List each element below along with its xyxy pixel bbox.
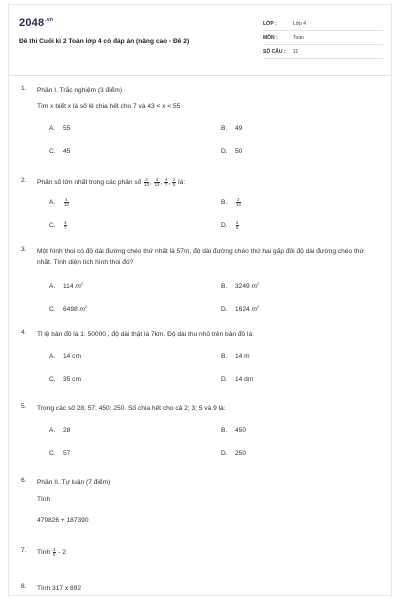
option-c[interactable]: C. $\frac{4}{7}$ — [49, 220, 67, 231]
header-divider — [9, 75, 391, 76]
question-number: 6. — [21, 477, 27, 484]
page-title: Đề thi Cuối kì 2 Toán lớp 4 có đáp án (nâng cao - Đề 2) — [19, 38, 190, 45]
question-number: 2. — [21, 177, 27, 184]
fraction: $\frac{4}{7}$ — [164, 176, 168, 187]
question-text: Phần I. Trắc nghiệm (3 điểm) — [37, 87, 123, 94]
question-number: 7. — [21, 547, 27, 554]
question-number: 5. — [21, 403, 27, 410]
option-d[interactable]: D. 250 — [221, 450, 247, 457]
option-b[interactable]: B. 3249 $m^2$ — [221, 281, 260, 291]
option-b[interactable]: B. 14 m — [221, 353, 250, 360]
question-text: Tính $\frac{3}{5}$ - 2 — [37, 546, 66, 557]
option-b[interactable]: B. 450 — [221, 427, 247, 434]
meta-row-count — [263, 47, 383, 59]
fraction: $\frac{2}{5}$ — [172, 176, 176, 187]
question-text: Một hình thoi có độ dài đường chéo thứ nhất là 57m, độ dài đường chéo thứ hai gấp đôi độ dài đường chéo thứ nhất. Tính diện tích hình thoi đó? — [37, 248, 364, 266]
question-prompt: Tìm x biết x là số lẻ chia hết cho 7 và 43 < x < 55 — [37, 103, 181, 110]
meta-label: SỐ CÂU : — [263, 49, 286, 55]
option-d[interactable]: D. 14 dm — [221, 376, 254, 383]
meta-value: 11 — [293, 49, 299, 55]
question-text: Phân số lớn nhất trong các phân số $\frac{3}{13}$ , $\frac{4}{13}$ , $\frac{4}{7}$ , $\frac{2}{5}$ là: — [37, 176, 186, 187]
option-c[interactable]: C. 57 — [49, 450, 71, 457]
option-b[interactable]: B. 49 — [221, 125, 243, 132]
fraction: $\frac{3}{13}$ — [144, 176, 149, 187]
option-a[interactable]: A. $\frac{4}{13}$ — [49, 197, 69, 208]
option-c[interactable]: C. 35 cm — [49, 376, 81, 383]
meta-row-subject — [263, 33, 383, 45]
fraction: $\frac{3}{5}$ — [53, 546, 56, 557]
option-a[interactable]: A. 14 cm — [49, 353, 81, 360]
meta-label: MÔN : — [263, 35, 278, 41]
fraction: $\frac{2}{5}$ — [236, 220, 239, 231]
fraction: $\frac{3}{13}$ — [236, 197, 241, 208]
option-a[interactable]: A. 114 $m^2$ — [49, 281, 84, 291]
exam-page — [8, 4, 392, 596]
question-text: Tỉ lệ bản đồ là 1: 50000 , độ dài thật là 7km. Độ dài thu nhỏ trên bản đồ là: — [37, 331, 255, 338]
question-expression: 479826 + 187390 — [37, 517, 89, 524]
exam-meta — [263, 19, 383, 61]
question-number: 3. — [21, 246, 27, 253]
question-text: Tính 317 x 892 — [37, 585, 81, 592]
logo-main: 2048 — [19, 17, 45, 29]
site-logo[interactable] — [19, 17, 53, 29]
option-c[interactable]: C. 45 — [49, 148, 71, 155]
meta-value: Toán — [293, 35, 304, 41]
fraction: $\frac{4}{7}$ — [64, 220, 67, 231]
option-a[interactable]: A. 55 — [49, 125, 71, 132]
meta-value: Lớp 4 — [293, 21, 307, 27]
meta-label: LỚP : — [263, 21, 277, 27]
question-text: Trong các số 28; 57; 450; 250. Số chia hết cho cả 2; 3; 5 và 9 là: — [37, 405, 226, 412]
question-text: Phần II. Tự luận (7 điểm) — [37, 479, 111, 486]
meta-row-class — [263, 19, 383, 31]
question-number: 4. — [21, 329, 27, 336]
option-a[interactable]: A. 28 — [49, 427, 71, 434]
option-d[interactable]: D. $\frac{2}{5}$ — [221, 220, 239, 231]
logo-sub: .vn — [45, 17, 54, 24]
fraction: $\frac{4}{13}$ — [64, 197, 69, 208]
option-d[interactable]: D. 50 — [221, 148, 243, 155]
option-c[interactable]: C. 6498 $m^2$ — [49, 304, 88, 314]
option-b[interactable]: B. $\frac{3}{13}$ — [221, 197, 241, 208]
question-number: 8. — [21, 583, 27, 590]
option-d[interactable]: D. 1624 $m^2$ — [221, 304, 260, 314]
fraction: $\frac{4}{13}$ — [154, 176, 160, 187]
question-prompt: Tính — [37, 496, 51, 503]
header — [19, 13, 383, 71]
question-number: 1. — [21, 85, 27, 92]
